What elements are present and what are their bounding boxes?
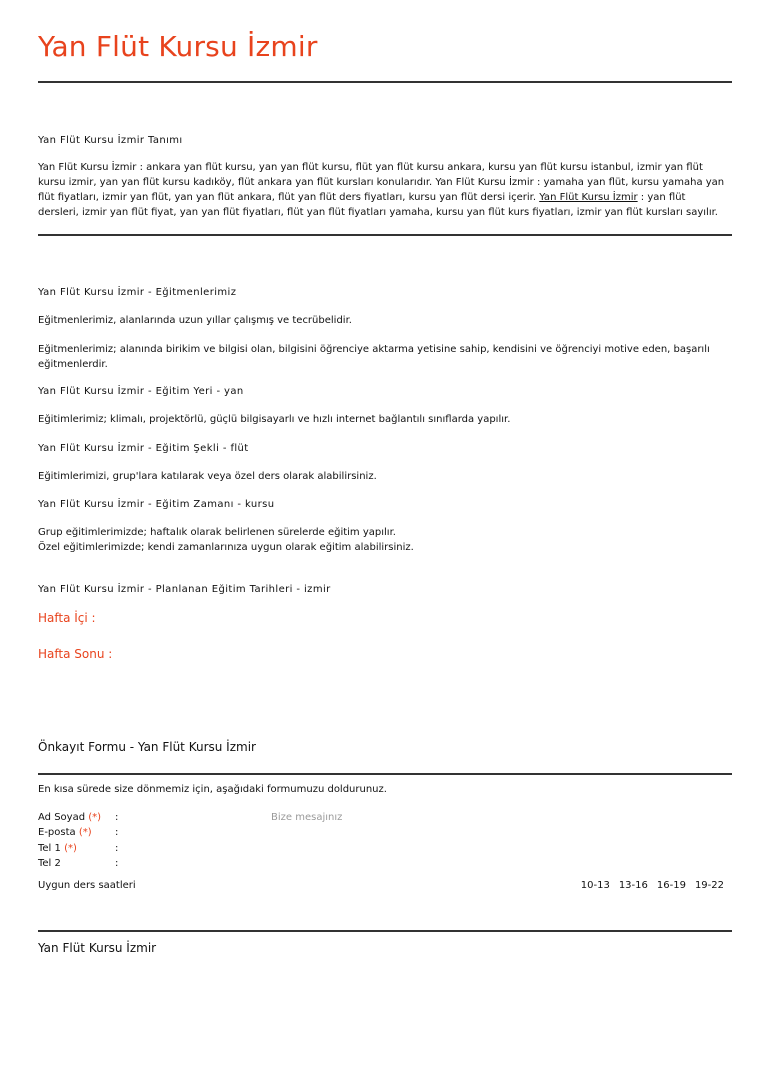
hour-option[interactable]: 19-22 bbox=[694, 880, 724, 891]
name-colon: : bbox=[115, 812, 119, 823]
instructors-paragraph-1: Eğitmenlerimiz, alanlarında uzun yıllar çalışmış ve tecrübelidir. bbox=[38, 315, 352, 326]
intro-paragraph bbox=[38, 160, 728, 220]
intro-link[interactable]: Yan Flüt Kursu İzmir bbox=[539, 192, 638, 203]
name-input[interactable] bbox=[126, 810, 266, 822]
schedule-heading: Yan Flüt Kursu İzmir - Planlanan Eğitim Tarihleri - izmir bbox=[38, 584, 331, 595]
format-heading: Yan Flüt Kursu İzmir - Eğitim Şekli - flüt bbox=[38, 443, 249, 454]
timing-heading: Yan Flüt Kursu İzmir - Eğitim Zamanı - kursu bbox=[38, 499, 275, 510]
timing-line-2: Özel eğitimlerimizde; kendi zamanlarınıza uygun olarak eğitim alabilirsiniz. bbox=[38, 542, 414, 553]
tel1-colon: : bbox=[115, 843, 119, 854]
intro-text-end: : yan flüt dersleri, izmir yan flüt fiyat, yan yan flüt fiyatları, flüt yan flüt fiyatları yamaha, kursu yan flüt kurs fiyatları, izmir yan flüt kursları sayılır. bbox=[38, 192, 718, 218]
instructors-heading: Yan Flüt Kursu İzmir - Eğitmenlerimiz bbox=[38, 287, 237, 298]
page-title: Yan Flüt Kursu İzmir bbox=[38, 30, 318, 63]
email-label: E-posta (*) bbox=[38, 827, 92, 838]
email-colon: : bbox=[115, 827, 119, 838]
tel1-label: Tel 1 (*) bbox=[38, 843, 77, 854]
title-divider bbox=[38, 81, 732, 83]
footer-divider bbox=[38, 930, 732, 932]
hour-option[interactable]: 13-16 bbox=[618, 880, 648, 891]
form-intro: En kısa sürede size dönmemiz için, aşağıdaki formumuzu doldurunuz. bbox=[38, 784, 387, 795]
required-mark: (*) bbox=[78, 827, 92, 838]
form-divider bbox=[38, 773, 732, 775]
hour-option[interactable]: 10-13 bbox=[580, 880, 610, 891]
required-mark: (*) bbox=[64, 843, 77, 854]
format-text: Eğitimlerimizi, grup'lara katılarak veya özel ders olarak alabilirsiniz. bbox=[38, 471, 377, 482]
location-text: Eğitimlerimiz; klimalı, projektörlü, güçlü bilgisayarlı ve hızlı internet bağlantılı sınıflarda yapılır. bbox=[38, 414, 511, 425]
intro-divider bbox=[38, 234, 732, 236]
weekday-label: Hafta İçi : bbox=[38, 611, 96, 625]
required-mark: (*) bbox=[88, 812, 102, 823]
hours-label: Uygun ders saatleri bbox=[38, 880, 136, 891]
tel2-colon: : bbox=[115, 858, 119, 869]
hours-options bbox=[581, 880, 724, 891]
email-input[interactable] bbox=[126, 825, 266, 837]
tel2-label: Tel 2 bbox=[38, 858, 61, 869]
timing-line-1: Grup eğitimlerimizde; haftalık olarak belirlenen sürelerde eğitim yapılır. bbox=[38, 527, 396, 538]
location-heading: Yan Flüt Kursu İzmir - Eğitim Yeri - yan bbox=[38, 386, 244, 397]
form-title: Önkayıt Formu - Yan Flüt Kursu İzmir bbox=[38, 740, 256, 754]
intro-text-start: Yan Flüt Kursu İzmir : ankara yan flüt kursu, yan yan flüt kursu, flüt yan flüt kursu ankara, kursu yan flüt kursu istanbul, izmir yan flüt kursu izmir, yan yan flüt kursu kadıköy, flüt ankara yan flüt kursları konularıdır. Yan Flüt Kursu İzmir : yamaha yan flüt, kursu yamaha yan flüt fiyatları, izmir yan flüt, yan yan flüt ankara, flüt yan flüt ders fiyatları, kursu yan flüt dersi içerir. bbox=[38, 162, 725, 203]
tel1-input[interactable] bbox=[126, 841, 266, 853]
instructors-paragraph-2: Eğitmenlerimiz; alanında birikim ve bilgisi olan, bilgisini öğrenciye aktarma yetisine sahip, kendisini ve öğrenciyi motive eden, başarılı eğitmenlerdir. bbox=[38, 344, 710, 370]
message-textarea[interactable]: Bize mesajınız bbox=[271, 812, 343, 823]
footer-title: Yan Flüt Kursu İzmir bbox=[38, 941, 157, 955]
hour-option[interactable]: 16-19 bbox=[656, 880, 686, 891]
tel2-input[interactable] bbox=[126, 856, 266, 868]
weekend-label: Hafta Sonu : bbox=[38, 647, 113, 661]
intro-heading: Yan Flüt Kursu İzmir Tanımı bbox=[38, 135, 183, 146]
name-label: Ad Soyad (*) bbox=[38, 812, 102, 823]
